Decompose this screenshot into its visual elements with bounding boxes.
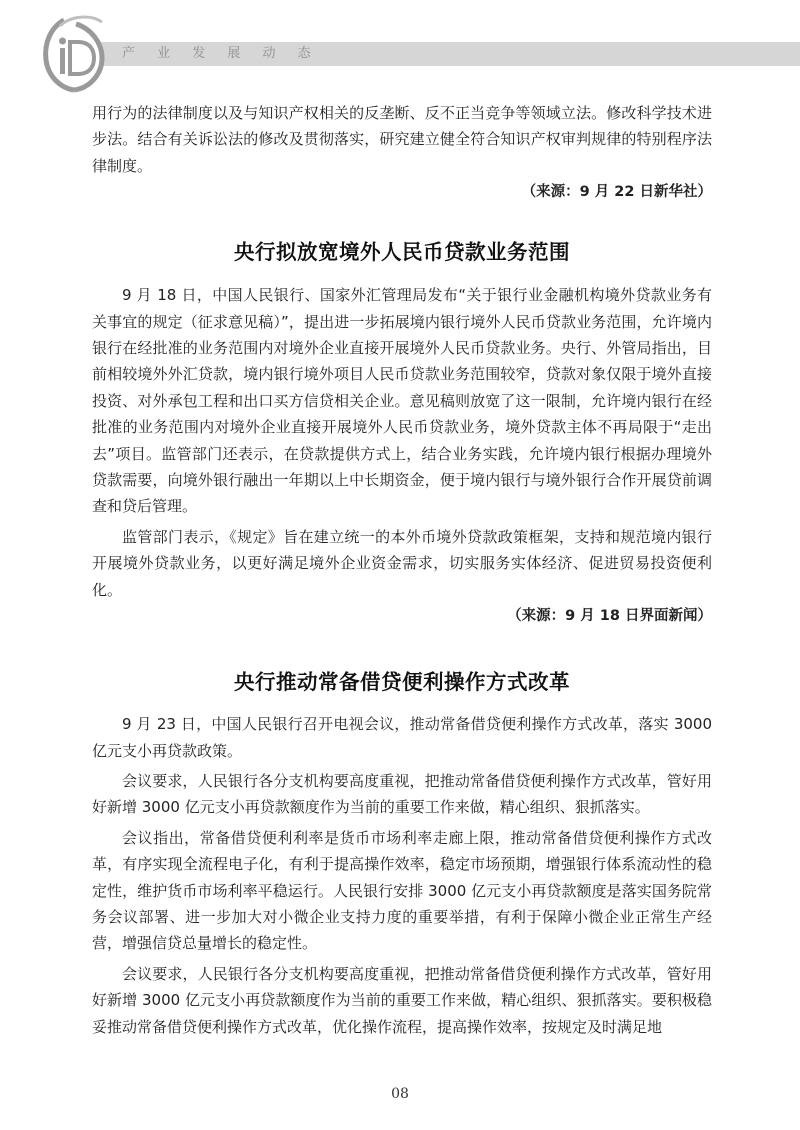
article-2-paragraph: 会议要求，人民银行各分支机构要高度重视，把推动常备借贷便利操作方式改革，管好用好新增 3000 亿元支小再贷款额度作为当前的重要工作来做，精心组织、狠抓落实。: [92, 771, 712, 817]
article-2-paragraph: 会议指出，常备借贷便利利率是货币市场利率走廊上限，推动常备借贷便利操作方式改革，有序实现全流程电子化，有利于提高操作效率，稳定市场预期，增强银行体系流动性的稳定性，维护货币市场利率平稳运行。人民银行安排 3000 亿元支小再贷款额度是落实国务院常务会议部署、进一步加大对小微企业支持力度的重要举措，有利于保障小微企业正常生产经营，增强信贷总量增长的稳定性。: [92, 828, 712, 953]
page-number: 08: [391, 1086, 409, 1102]
article-1-paragraph: 9 月 18 日，中国人民银行、国家外汇管理局发布“关于银行业金融机构境外贷款业务有关事宜的规定（征求意见稿）”，提出进一步拓展境内银行境外人民币贷款业务范围，允许境内银行在经批准的业务范围内对境外企业直接开展境外人民币贷款业务。央行、外管局指出，目前相较境外外汇贷款，境内银行境外项目人民币贷款业务范围较窄，贷款对象仅限于境外直接投资、对外承包工程和出口买方信贷相关企业。意见稿则放宽了这一限制，允许境内银行在经批准的业务范围内对境外企业直接开展境外人民币贷款业务，境外贷款主体不再局限于“走出去”项目。监管部门还表示，在贷款提供方式上，结合业务实践，允许境内银行根据办理境外贷款需要，向境外银行融出一年期以上中长期资金，便于境内银行与境外银行合作开展贷前调查和贷后管理。: [92, 286, 712, 516]
intro-paragraph: 用行为的法律制度以及与知识产权相关的反垄断、反不正当竞争等领域立法。修改科学技术进步法。结合有关诉讼法的修改及贯彻落实，研究建立健全符合知识产权审判规律的特别程序法律制度。: [92, 104, 712, 175]
article-1-source: （来源：9 月 18 日界面新闻）: [507, 608, 712, 625]
article-2-title: 央行推动常备借贷便利操作方式改革: [234, 670, 570, 695]
page-content: [92, 100, 712, 1040]
article-2-paragraph: 会议要求，人民银行各分支机构要高度重视，把推动常备借贷便利操作方式改革，管好用好新增 3000 亿元支小再贷款额度作为当前的重要工作来做，精心组织、狠抓落实。要积极稳妥推动常备借贷便利操作方式改革，优化操作流程，提高操作效率，按规定及时满足地: [92, 964, 712, 1036]
intro-source: （来源：9 月 22 日新华社）: [521, 184, 712, 201]
publication-logo: [40, 14, 108, 94]
article-1-title: 央行拟放宽境外人民币贷款业务范围: [234, 240, 570, 265]
article-1-paragraph: 监管部门表示，《规定》旨在建立统一的本外币境外贷款政策框架，支持和规范境内银行开展境外贷款业务，以更好满足境外企业资金需求，切实服务实体经济、促进贸易投资便利化。: [92, 527, 712, 599]
section-title: 产 业 发 展 动 态: [122, 46, 320, 61]
article-2-paragraph: 9 月 23 日，中国人民银行召开电视会议，推动常备借贷便利操作方式改革，落实 3000 亿元支小再贷款政策。: [92, 715, 712, 760]
